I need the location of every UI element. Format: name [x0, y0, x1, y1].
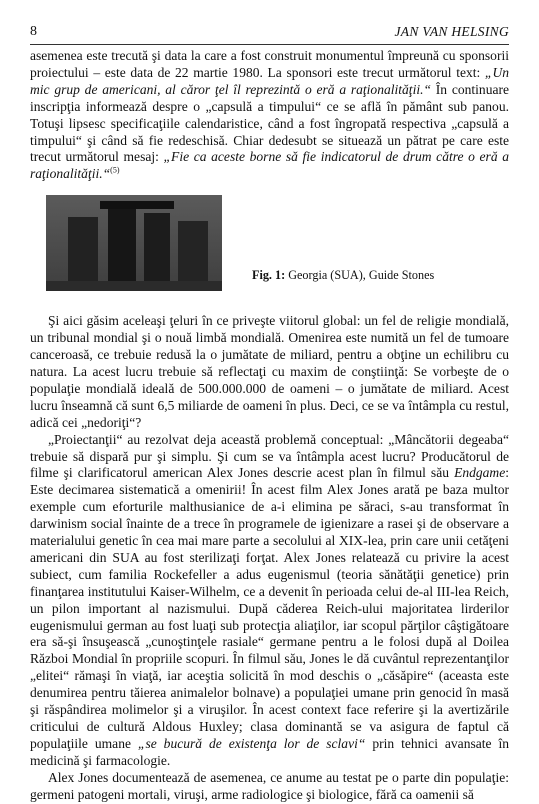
capstone	[100, 201, 174, 209]
footnote-ref: (5)	[110, 165, 120, 175]
stone-slab-2	[108, 209, 136, 291]
quote-sponsors: „Un mic grup de americani, al căror ţel îl reprezintă o eră a raţionalităţii.“	[30, 64, 509, 97]
paragraph-3	[30, 432, 509, 770]
stone-slab-1	[68, 217, 98, 291]
paragraph-1	[30, 48, 509, 183]
quote-message: „Fie ca aceste borne să fie indicatorul de drum către o eră a raţionalităţii.“	[30, 149, 509, 182]
page-number: 8	[30, 24, 37, 39]
figure-1	[30, 195, 509, 307]
running-head: JAN VAN HELSING	[394, 24, 509, 39]
paragraph-3-text-b: : Este decimarea sistematică a omenirii! În acest film Alex Jones arată pe baza multor exemple cum eforturile malthusianice de a-i elimina pe săraci, s-au transformat în darwinism social înainte de a trece în programele de igienizare a rasei şi de observare a materialului genetic în cea mai mare parte a secolului al XIX-lea, prin care unii cetăţeni americani din SUA au fost sterilizaţi forţat. Alex Jones relatează cu privire la acest subiect, cum familia Rockefeller a adus eugenismul (teoria sănătăţii genetice) prin finanţarea institutului Kaiser-Wilhelm, ce a devenit în perioada celui de-al III-lea Reich, un pilon important al nazismului. După căderea Reich-ului majoritatea lirderilor eugenismului german au fost luaţi sub protecţia aliaţilor, iar scopul părţilor câştigătoare era să-şi însuşească „cunoştinţele rasiale“ germane pentru a le folosi după al Doilea Război Mondial în propriile scopuri. În filmul său, Jones le dă cuvântul reprezentanţilor „elitei“ rămaşi în viaţă, iar aceştia solicită în mod deschis o „căsăpire“ (aceasta este denumirea pentru tăierea animalelor bolnave) a populaţiei umane prin genocid în masă şi răspândirea molimelor şi a viruşilor. În acest context face referire şi la avertizările criticului de cultură Aldous Huxley; clasa dominantă se va asigura de faptul că populaţiile umane	[30, 465, 509, 751]
paragraph-1-text: asemenea este trecută şi data la care a fost construit monumentul împreună cu sponsorii proiectului – este data de 22 martie 1980. La sponsori este trecut următorul text:	[30, 48, 509, 80]
ground	[46, 281, 222, 291]
paragraph-3-text: „Proiectanţii“ au rezolvat deja această problemă conceptual: „Mâncătorii degeaba“ trebuie să dispară pur şi simplu. Şi cum se va întâmpla acest lucru? Producătorul de filme şi clarificatorul american Alex Jones descrie acest plan în filmul său	[30, 431, 509, 481]
guide-stones-photo	[46, 195, 222, 291]
quote-slaves: „se bucură de existenţa lor de sclavi“	[137, 735, 366, 751]
paragraph-1-text-b: În continuare inscripţia informează despre o „capsulă a timpului“ ce se află în pământ sub panou. Totuşi lipsesc specificaţiile calendaristice, când a fost îngropată respectiva „capsulă a timpului“ şi când să fie redeschisă. Chiar dedesubt se situează un pătrat pe care este trecut următorul mesaj:	[30, 81, 510, 165]
caption-text: Georgia (SUA), Guide Stones	[285, 268, 435, 283]
paragraph-3-text-c: prin tehnici avansate în medicină şi farmacologie.	[30, 735, 510, 768]
caption-label: Fig. 1:	[252, 268, 286, 283]
film-title: Endgame	[454, 465, 506, 481]
page-header	[30, 22, 509, 40]
figure-caption	[252, 267, 434, 284]
body-text	[30, 48, 509, 804]
paragraph-4: Alex Jones documentează de asemenea, ce anume au testat pe o parte din populaţie: germeni patogeni mortali, viruşi, arme radiologice şi biologice, fără ca oamenii să	[30, 769, 509, 802]
paragraph-2: Şi aici găsim aceleaşi ţeluri în ce priveşte viitorul global: un fel de religie mondială, un tribunal mondial şi o nouă limbă mondială. Omenirea este numită un fel de tumoare canceroasă, ce trebuie redusă la o jumătate de miliard, pentru a obţine un echilibru cu natura. La acest lucru trebuie să reflectaţi cu maxim de conştiinţă: Se vorbeşte de o populaţie mondială ideală de 500.000.000 de oameni – o jumătate de miliard. Acest lucru înseamnă că sunt 6,5 miliarde de oameni în plus. Deci, ce se va întâmpla cu restul, adică cei „nedoriţi“?	[30, 313, 509, 430]
stone-slab-3	[144, 213, 170, 291]
header-rule	[30, 44, 509, 45]
